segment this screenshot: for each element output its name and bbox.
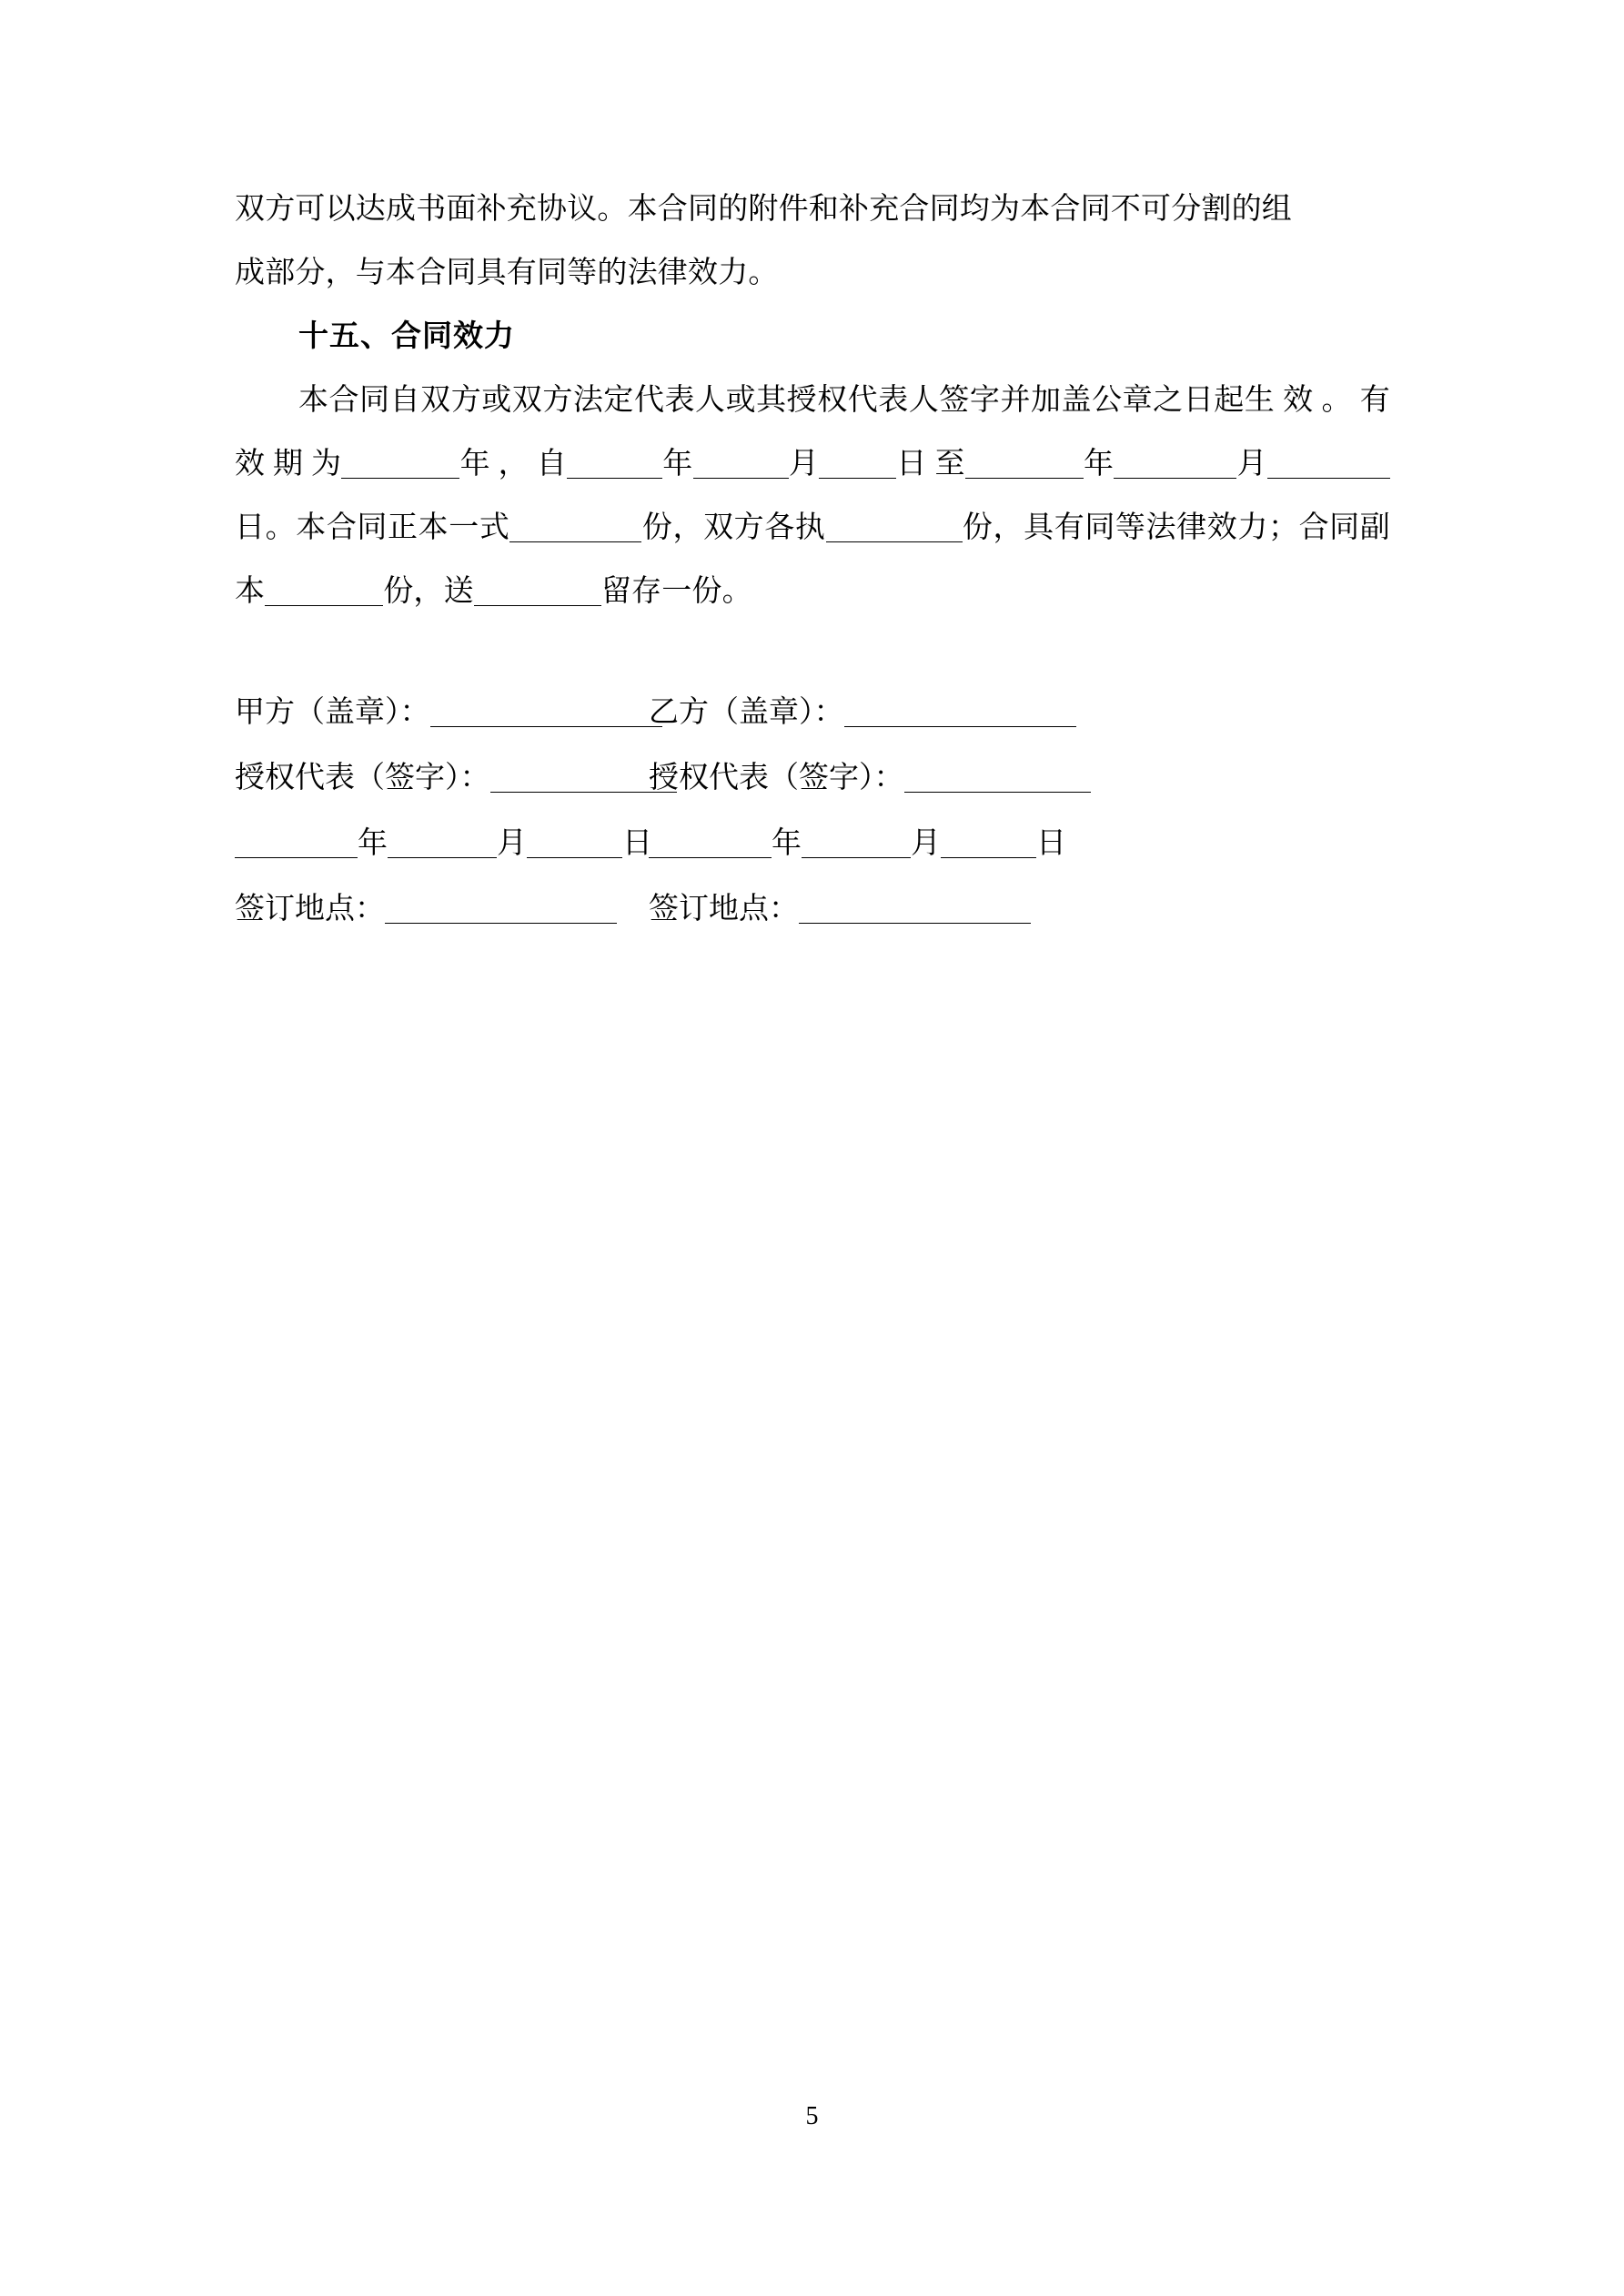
party-b-seal bbox=[649, 680, 1390, 745]
party-a-year-label: 年 bbox=[358, 827, 388, 860]
blank-party-a-year[interactable] bbox=[235, 826, 358, 858]
party-a-day-label: 日 bbox=[622, 827, 652, 860]
blank-start-year[interactable] bbox=[567, 447, 662, 479]
section-heading-15: 十五、合同效力 bbox=[298, 320, 515, 353]
party-a-place bbox=[235, 876, 649, 942]
validity-text-k: 份，具有同等法律效力；合同副本 bbox=[235, 511, 1390, 608]
signature-block bbox=[235, 680, 1390, 942]
party-a-seal bbox=[235, 680, 649, 745]
signature-row-seal bbox=[235, 680, 1390, 745]
party-a-rep-label: 授权代表（签字）： bbox=[235, 762, 490, 794]
signature-row-place bbox=[235, 876, 1390, 942]
blank-party-a-day[interactable] bbox=[527, 826, 622, 858]
validity-text-j: 份，双方各执 bbox=[641, 511, 826, 544]
blank-end-day[interactable] bbox=[1267, 447, 1390, 479]
party-a-month-label: 月 bbox=[497, 827, 527, 860]
validity-text-l: 份，送 bbox=[383, 575, 474, 608]
party-a-representative bbox=[235, 745, 649, 811]
party-b-rep-label: 授权代表（签字）： bbox=[649, 762, 904, 794]
blank-start-day[interactable] bbox=[819, 447, 896, 479]
validity-text-d: 年 bbox=[662, 448, 693, 480]
party-b-date bbox=[649, 811, 1390, 876]
blank-party-b-month[interactable] bbox=[802, 826, 911, 858]
page-number: 5 bbox=[805, 2102, 819, 2130]
party-b-seal-label: 乙方（盖章）： bbox=[649, 696, 844, 729]
validity-text-b: 年 ， bbox=[459, 448, 530, 480]
validity-text-e: 月 bbox=[788, 448, 820, 480]
blank-end-month[interactable] bbox=[1114, 447, 1236, 479]
validity-text-i: 日。本合同正本一式 bbox=[235, 511, 510, 544]
validity-text-c: 自 bbox=[536, 448, 568, 480]
party-a-seal-label: 甲方（盖章）： bbox=[235, 696, 430, 729]
party-a-date bbox=[235, 811, 652, 876]
blank-party-b-place[interactable] bbox=[799, 892, 1031, 924]
blank-end-year[interactable] bbox=[965, 447, 1084, 479]
blank-delivered-to[interactable] bbox=[474, 574, 601, 606]
validity-text-a: 效 。 有 效 期 为 bbox=[235, 384, 1391, 480]
blank-party-b-seal[interactable] bbox=[844, 695, 1076, 727]
party-b-place bbox=[649, 876, 1390, 942]
blank-party-a-place[interactable] bbox=[385, 892, 617, 924]
blank-each-party-copies[interactable] bbox=[826, 511, 963, 542]
validity-text-g: 年 bbox=[1083, 448, 1115, 480]
paragraph-line-1: 双方可以达成书面补充协议。本合同的附件和补充合同均为本合同不可分割的组 bbox=[235, 193, 1292, 226]
blank-party-a-month[interactable] bbox=[388, 826, 497, 858]
blank-party-b-year[interactable] bbox=[649, 826, 772, 858]
blank-party-b-day[interactable] bbox=[941, 826, 1036, 858]
party-b-place-label: 签订地点： bbox=[649, 893, 799, 925]
blank-validity-years[interactable] bbox=[341, 447, 459, 479]
party-b-day-label: 日 bbox=[1036, 827, 1066, 860]
blank-start-month[interactable] bbox=[693, 447, 789, 479]
party-b-month-label: 月 bbox=[911, 827, 941, 860]
blank-duplicate-copies[interactable] bbox=[265, 574, 383, 606]
party-a-place-label: 签订地点： bbox=[235, 893, 385, 925]
signature-row-date bbox=[235, 811, 1390, 876]
spacer bbox=[235, 623, 1390, 680]
paragraph-supplementary-agreement bbox=[235, 177, 1390, 305]
validity-text-h: 月 bbox=[1236, 448, 1267, 480]
signature-row-representative bbox=[235, 745, 1390, 811]
paragraph-contract-validity bbox=[235, 369, 1390, 623]
party-b-year-label: 年 bbox=[772, 827, 802, 860]
blank-party-b-rep[interactable] bbox=[904, 761, 1091, 793]
blank-party-a-seal[interactable] bbox=[430, 695, 662, 727]
paragraph-line-2: 成部分，与本合同具有同等的法律效力。 bbox=[235, 257, 779, 289]
validity-line-1: 本合同自双方或双方法定代表人或其授权代表人签字并加盖公章之日起生 bbox=[298, 384, 1276, 417]
validity-text-f: 日 至 bbox=[896, 448, 965, 480]
blank-original-copies[interactable] bbox=[509, 511, 641, 542]
party-b-representative bbox=[649, 745, 1390, 811]
validity-text-m: 留存一份。 bbox=[600, 575, 752, 608]
document-content bbox=[235, 177, 1390, 942]
